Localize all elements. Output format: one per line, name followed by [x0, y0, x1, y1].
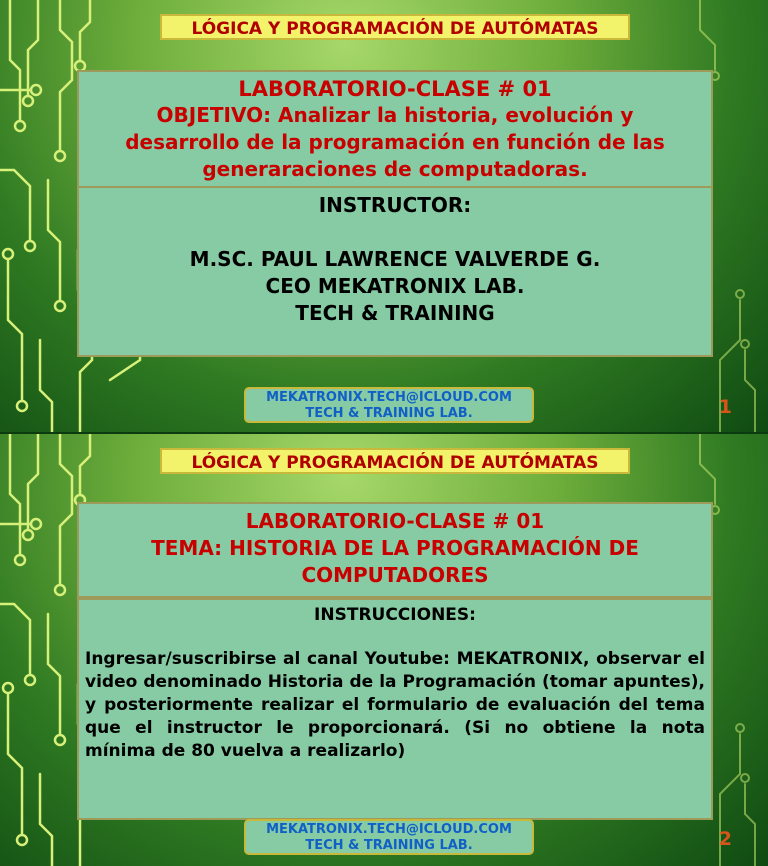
page-number: 1 [718, 396, 732, 418]
contact-lab: TECH & TRAINING LAB. [305, 838, 473, 853]
objective-line-3: generaraciones de computadoras. [202, 157, 588, 181]
instructor-role: CEO MEKATRONIX LAB. [265, 274, 525, 298]
contact-email[interactable]: MEKATRONIX.TECH@ICLOUD.COM [266, 822, 512, 837]
slide-title: LABORATORIO-CLASE # 01 [245, 509, 545, 533]
instructions-text: Ingresar/suscribirse al canal Youtube: MEKATRONIX, observar el video denominado Historia de la Programación (tomar apuntes), y posteriormente realizar el formulario de evaluación del tema que el instructor le proporcionará. (Si no obtiene la nota mínima de 80 vuelva a realizarlo) [85, 649, 705, 761]
slide-title: LABORATORIO-CLASE # 01 [238, 77, 552, 101]
slide-2 [0, 434, 768, 866]
objective-line-2: desarrollo de la programación en función de las [125, 130, 665, 154]
topic-box [77, 502, 713, 598]
instructor-box [77, 186, 713, 357]
contact-email[interactable]: MEKATRONIX.TECH@ICLOUD.COM [266, 390, 512, 405]
slide-header: LÓGICA Y PROGRAMACIÓN DE AUTÓMATAS [160, 14, 630, 40]
contact-footer [244, 819, 534, 855]
topic-line-1: TEMA: HISTORIA DE LA PROGRAMACIÓN DE [151, 536, 639, 560]
objective-line-1: OBJETIVO: Analizar la historia, evolución y [156, 103, 634, 127]
slide-1 [0, 0, 768, 432]
instructor-name: M.SC. PAUL LAWRENCE VALVERDE G. [189, 247, 601, 271]
page-number: 2 [718, 828, 732, 850]
contact-lab: TECH & TRAINING LAB. [305, 406, 473, 421]
slide-header: LÓGICA Y PROGRAMACIÓN DE AUTÓMATAS [160, 448, 630, 474]
contact-footer [244, 387, 534, 423]
instructor-org: TECH & TRAINING [295, 301, 495, 325]
objective-box [77, 70, 713, 188]
instructions-box [77, 598, 713, 820]
instructions-label: INSTRUCCIONES: [314, 605, 476, 625]
instructor-label: INSTRUCTOR: [318, 193, 472, 217]
topic-line-2: COMPUTADORES [301, 563, 489, 587]
